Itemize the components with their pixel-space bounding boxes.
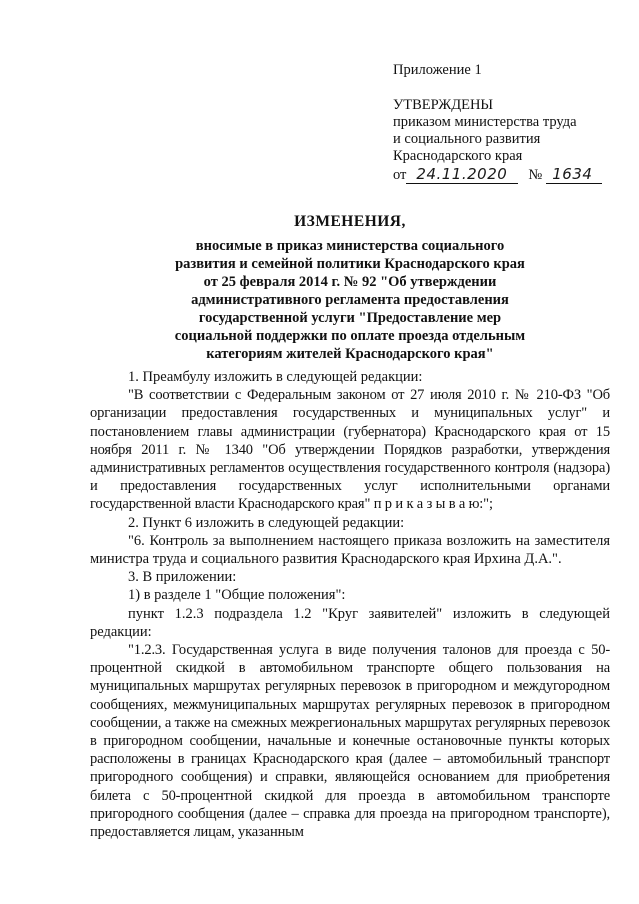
date-prefix: от [393, 167, 407, 183]
approval-line: Краснодарского края [393, 148, 523, 164]
title-line: категориям жителей Краснодарского края" [206, 346, 494, 362]
paragraph: 1) в разделе 1 "Общие положения": [128, 587, 346, 604]
title-heading: ИЗМЕНЕНИЯ, [294, 213, 406, 230]
paragraph: "В соответствии с Федеральным законом от 27 июля 2010 г. № 210-ФЗ "Об организации предоставления государственных и муниципальных услуг" и постановлением главы администрации (губернатора) Краснодарского края от 15 ноября 2011 г. № 1340 "Об утверждении Порядков разработки, утверждения административных регламентов осуществления государственного контроля (надзора) и предоставления государственных услуг исполнительными органами государственной власти Краснодарского края" п р и к а з ы в а ю:"; [90, 387, 610, 513]
document-title [90, 213, 610, 363]
paragraph: пункт 1.2.3 подраздела 1.2 "Круг заявителей" изложить в следующей редакции: [90, 605, 610, 640]
document-body [90, 368, 610, 841]
number-field [546, 167, 602, 184]
paragraph: 3. В приложении: [128, 569, 237, 586]
approval-line: и социального развития [393, 131, 541, 147]
date-number-line [393, 167, 623, 184]
approval-line: приказом министерства труда [393, 114, 577, 130]
title-line: административного регламента предоставления [191, 292, 509, 308]
paragraph: 1. Преамбулу изложить в следующей редакции: [128, 369, 423, 385]
paragraph: 2. Пункт 6 изложить в следующей редакции: [128, 514, 405, 531]
handwritten-number: 1634 [552, 165, 593, 183]
date-field [406, 167, 518, 184]
handwritten-date: 24.11.2020 [416, 165, 508, 183]
title-line: социальной поддержки по оплате проезда отдельным [174, 328, 526, 344]
paragraph: "6. Контроль за выполнением настоящего приказа возложить на заместителя министра труда и социального развития Краснодарского края Ирхина Д.А.". [90, 532, 610, 568]
approved-heading: УТВЕРЖДЕНЫ [393, 97, 494, 113]
title-line: развития и семейной политики Краснодарского края [175, 256, 525, 272]
title-line: от 25 февраля 2014 г. № 92 "Об утверждении [203, 274, 497, 290]
title-line: государственной услуги "Предоставление мер [198, 310, 502, 326]
approval-block [393, 62, 623, 184]
appendix-label: Приложение 1 [393, 62, 482, 78]
number-sign: № [528, 167, 543, 183]
paragraph: "1.2.3. Государственная услуга в виде получения талонов для проезда с 50-процентной скидкой в автомобильном транспорте общего пользования на муниципальных маршрутах регулярных перевозок в пригородном и междугородном сообщениях, межмуниципальных маршрутах регулярных перевозок в пригородном сообщении, а также на смежных межрегиональных маршрутах регулярных перевозок в пригородном сообщении, начальные и конечные остановочные пункты которых расположены в границах Краснодарского края (далее – автомобильный транспорт пригородного сообщения) и справки, являющейся основанием для приобретения билета с 50-процентной скидкой для проезда в автомобильном транспорте пригородного сообщения (далее – справка для проезда на пригородном транспорте), предоставляется лицам, указанным [90, 642, 610, 841]
title-line: вносимые в приказ министерства социального [195, 238, 505, 254]
